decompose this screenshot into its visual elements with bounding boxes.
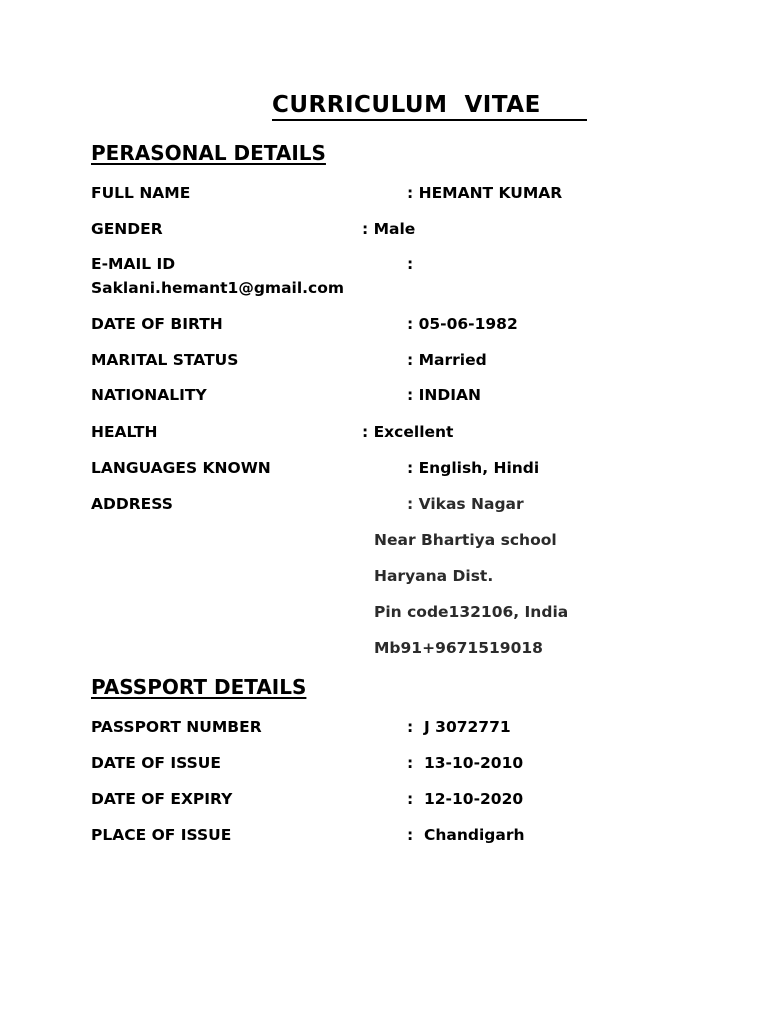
passport-details-heading: PASSPORT DETAILS xyxy=(91,675,307,699)
personal-details-heading: PERASONAL DETAILS xyxy=(91,141,326,165)
health-label: HEALTH xyxy=(91,423,158,441)
marital-status-value: : Married xyxy=(407,351,487,369)
passport-number-label: PASSPORT NUMBER xyxy=(91,718,262,736)
email-label: E-MAIL ID xyxy=(91,255,176,273)
full-name-label: FULL NAME xyxy=(91,184,191,202)
marital-status-label: MARITAL STATUS xyxy=(91,351,239,369)
health-value: : Excellent xyxy=(362,423,454,441)
email-colon: : xyxy=(407,255,414,273)
languages-value: : English, Hindi xyxy=(407,459,540,477)
address-value: : Vikas Nagar xyxy=(407,495,524,513)
email-value: Saklani.hemant1@gmail.com xyxy=(91,279,345,297)
date-of-expiry-value: : 12-10-2020 xyxy=(407,790,524,808)
dob-label: DATE OF BIRTH xyxy=(91,315,223,333)
nationality-label: NATIONALITY xyxy=(91,386,207,404)
nationality-value: : INDIAN xyxy=(407,386,481,404)
place-of-issue-value: : Chandigarh xyxy=(407,826,525,844)
date-of-expiry-label: DATE OF EXPIRY xyxy=(91,790,233,808)
date-of-issue-value: : 13-10-2010 xyxy=(407,754,524,772)
place-of-issue-label: PLACE OF ISSUE xyxy=(91,826,232,844)
address-label: ADDRESS xyxy=(91,495,173,513)
date-of-issue-label: DATE OF ISSUE xyxy=(91,754,221,772)
languages-label: LANGUAGES KNOWN xyxy=(91,459,271,477)
address-line: Near Bhartiya school xyxy=(374,531,557,549)
address-line: Mb91+9671519018 xyxy=(374,639,543,657)
passport-number-value: : J 3072771 xyxy=(407,718,511,736)
dob-value: : 05-06-1982 xyxy=(407,315,518,333)
document-title: CURRICULUM VITAE xyxy=(272,92,587,121)
address-line: Pin code132106, India xyxy=(374,603,569,621)
gender-value: : Male xyxy=(362,220,416,238)
address-line: Haryana Dist. xyxy=(374,567,494,585)
full-name-value: : HEMANT KUMAR xyxy=(407,184,563,202)
gender-label: GENDER xyxy=(91,220,163,238)
